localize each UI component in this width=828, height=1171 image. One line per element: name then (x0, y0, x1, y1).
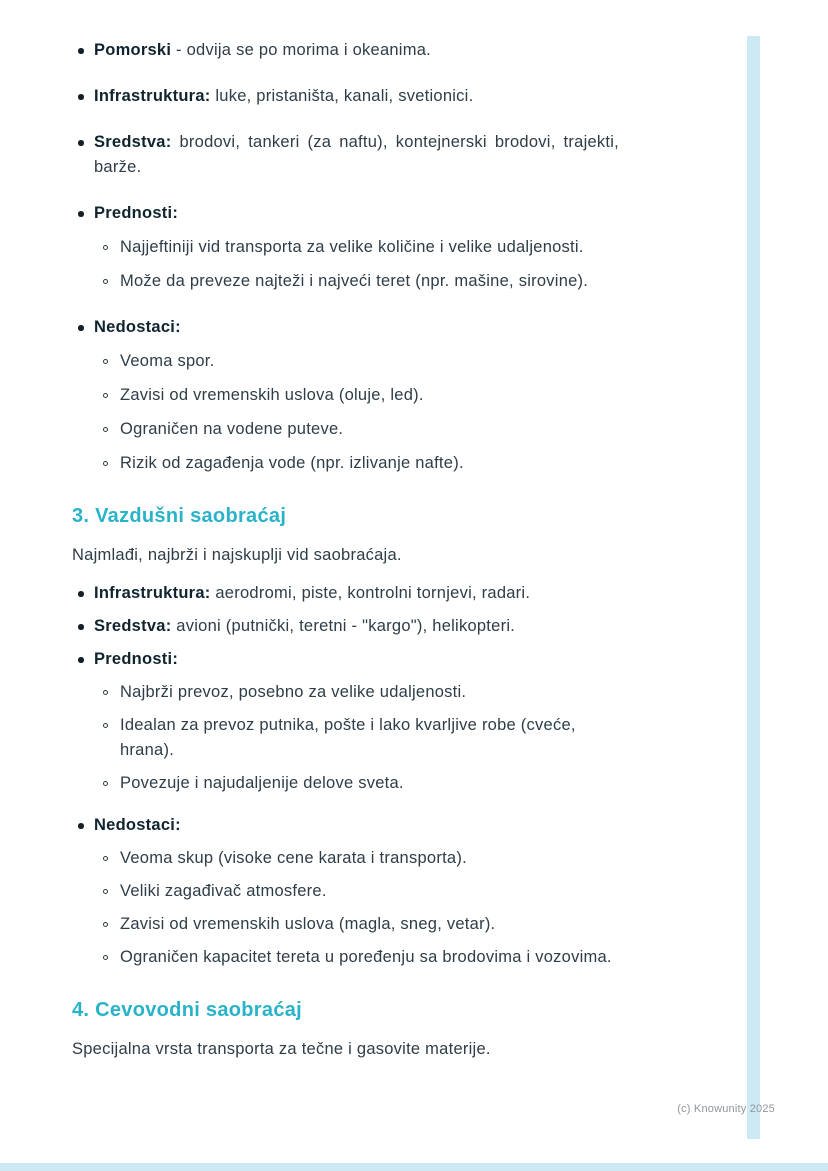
list-item-rest: Ograničen na vodene puteve. (120, 420, 344, 438)
bullet-circle-icon (103, 723, 108, 728)
list-item-text (120, 352, 214, 370)
list-item-text (120, 420, 343, 438)
list-item-lead: Pomorski (94, 41, 172, 59)
list-item-lead: Nedostaci: (94, 816, 181, 834)
list-item-text (120, 882, 327, 900)
list-item-rest: Zavisi od vremenskih uslova (oluje, led). (120, 386, 424, 404)
list-item-text (120, 774, 404, 792)
sub-list-item (98, 417, 615, 442)
list-item (72, 84, 619, 109)
list-item-rest: Može da preveze najteži i najveći teret (npr. mašine, sirovine). (120, 272, 589, 290)
list-item-text (94, 650, 178, 668)
list-item-rest: Povezuje i najudaljenije delove sveta. (120, 774, 404, 792)
list-item-rest: brodovi, tankeri (za naftu), kontejnerski brodovi, trajekti, barže. (94, 133, 619, 176)
list-item-text (94, 133, 619, 176)
list-item-rest: Ograničen kapacitet tereta u poređenju sa brodovima i vozovima. (120, 948, 612, 966)
list-item-lead: Sredstva: (94, 617, 172, 635)
bullet-disc-icon (78, 823, 84, 829)
list-item-text (120, 386, 424, 404)
bullet-circle-icon (103, 245, 108, 250)
bullet-circle-icon (103, 279, 108, 284)
paragraph: Najmlađi, najbrži i najskuplji vid saobraćaja. (72, 546, 402, 564)
list-item-rest: Rizik od zagađenja vode (npr. izlivanje nafte). (120, 454, 464, 472)
list-item-rest: Zavisi od vremenskih uslova (magla, sneg, vetar). (120, 915, 496, 933)
bullet-disc-icon (78, 211, 84, 217)
list-item-rest: Idealan za prevoz putnika, pošte i lako kvarljive robe (cveće, hrana). (120, 716, 576, 759)
list-item-rest: Veoma skup (visoke cene karata i transporta). (120, 849, 467, 867)
list-item-text (94, 617, 515, 635)
list-item-rest: aerodromi, piste, kontrolni tornjevi, radari. (215, 584, 531, 602)
list-item-rest: Veoma spor. (120, 352, 215, 370)
sub-list-item (98, 771, 615, 796)
list-item (72, 130, 619, 180)
sub-list-item (98, 713, 615, 763)
sub-list-item (98, 879, 615, 904)
list-item (72, 647, 619, 672)
list-item-lead: Prednosti: (94, 650, 179, 668)
list-item (72, 813, 619, 838)
list-item-rest: Najjeftiniji vid transporta za velike količine i velike udaljenosti. (120, 238, 584, 256)
list-item-rest: Veliki zagađivač atmosfere. (120, 882, 327, 900)
bullet-circle-icon (103, 856, 108, 861)
list-item-text (120, 683, 466, 701)
bullet-circle-icon (103, 359, 108, 364)
bullet-disc-icon (78, 591, 84, 597)
list-item-text (94, 816, 181, 834)
list-item-text (120, 915, 495, 933)
page-edge-accent-bar (747, 36, 760, 1139)
sub-list-item (98, 349, 615, 374)
sub-list-item (98, 912, 615, 937)
bullet-circle-icon (103, 955, 108, 960)
list-item-text (120, 849, 467, 867)
sub-list-item (98, 269, 615, 294)
list-item-text: Pomorski - odvija se po morima i okeanima. (94, 41, 431, 59)
section-heading: 4. Cevovodni saobraćaj (72, 999, 303, 1021)
sub-list-item (98, 451, 615, 476)
list-item (72, 581, 619, 606)
bullet-circle-icon (103, 922, 108, 927)
list-item-lead: Nedostaci: (94, 318, 181, 336)
bullet-disc-icon (78, 48, 84, 54)
paragraph: Specijalna vrsta transporta za tečne i gasovite materije. (72, 1040, 491, 1058)
list-item-text (120, 238, 584, 256)
list-item-rest: Najbrži prevoz, posebno za velike udaljenosti. (120, 683, 467, 701)
list-item (72, 315, 619, 340)
list-item-text (94, 204, 178, 222)
list-item-text (120, 272, 588, 290)
list-item-text (120, 948, 612, 966)
list-item-text (120, 716, 576, 759)
bullet-circle-icon (103, 393, 108, 398)
list-item-rest: odvija se po morima i okeanima. (186, 41, 431, 59)
section-heading: 3. Vazdušni saobraćaj (72, 505, 287, 527)
list-item-lead: Sredstva: (94, 133, 172, 151)
list-item-text (94, 87, 473, 105)
list-item-lead: Infrastruktura: (94, 87, 211, 105)
copyright-notice: (c) Knowunity 2025 (677, 1103, 775, 1115)
section-pomorski-saobracaj-list (72, 38, 722, 476)
list-item-lead: Infrastruktura: (94, 584, 211, 602)
bullet-circle-icon (103, 427, 108, 432)
bullet-circle-icon (103, 461, 108, 466)
section-cevovodni-saobracaj (72, 996, 722, 1062)
bullet-disc-icon (78, 657, 84, 663)
bullet-disc-icon (78, 94, 84, 100)
bullet-circle-icon (103, 690, 108, 695)
page-bottom-accent-bar (0, 1163, 828, 1171)
bullet-disc-icon (78, 140, 84, 146)
list-item-lead: Prednosti: (94, 204, 179, 222)
list-item-text (94, 318, 181, 336)
section-vazdusni-saobracaj (72, 502, 722, 970)
list-item-rest: avioni (putnički, teretni - "kargo"), helikopteri. (176, 617, 516, 635)
list-item-rest: luke, pristaništa, kanali, svetionici. (215, 87, 474, 105)
bullet-circle-icon (103, 889, 108, 894)
sub-list-item (98, 945, 615, 970)
document-content (72, 38, 722, 1075)
bullet-disc-icon (78, 624, 84, 630)
list-item-text (120, 454, 464, 472)
list-item-text (94, 584, 530, 602)
list-item (72, 38, 619, 63)
list-item (72, 614, 619, 639)
sub-list-item (98, 383, 615, 408)
sub-list-item (98, 680, 615, 705)
list-item (72, 201, 619, 226)
bullet-circle-icon (103, 781, 108, 786)
sub-list-item (98, 235, 615, 260)
bullet-disc-icon (78, 325, 84, 331)
sub-list-item (98, 846, 615, 871)
